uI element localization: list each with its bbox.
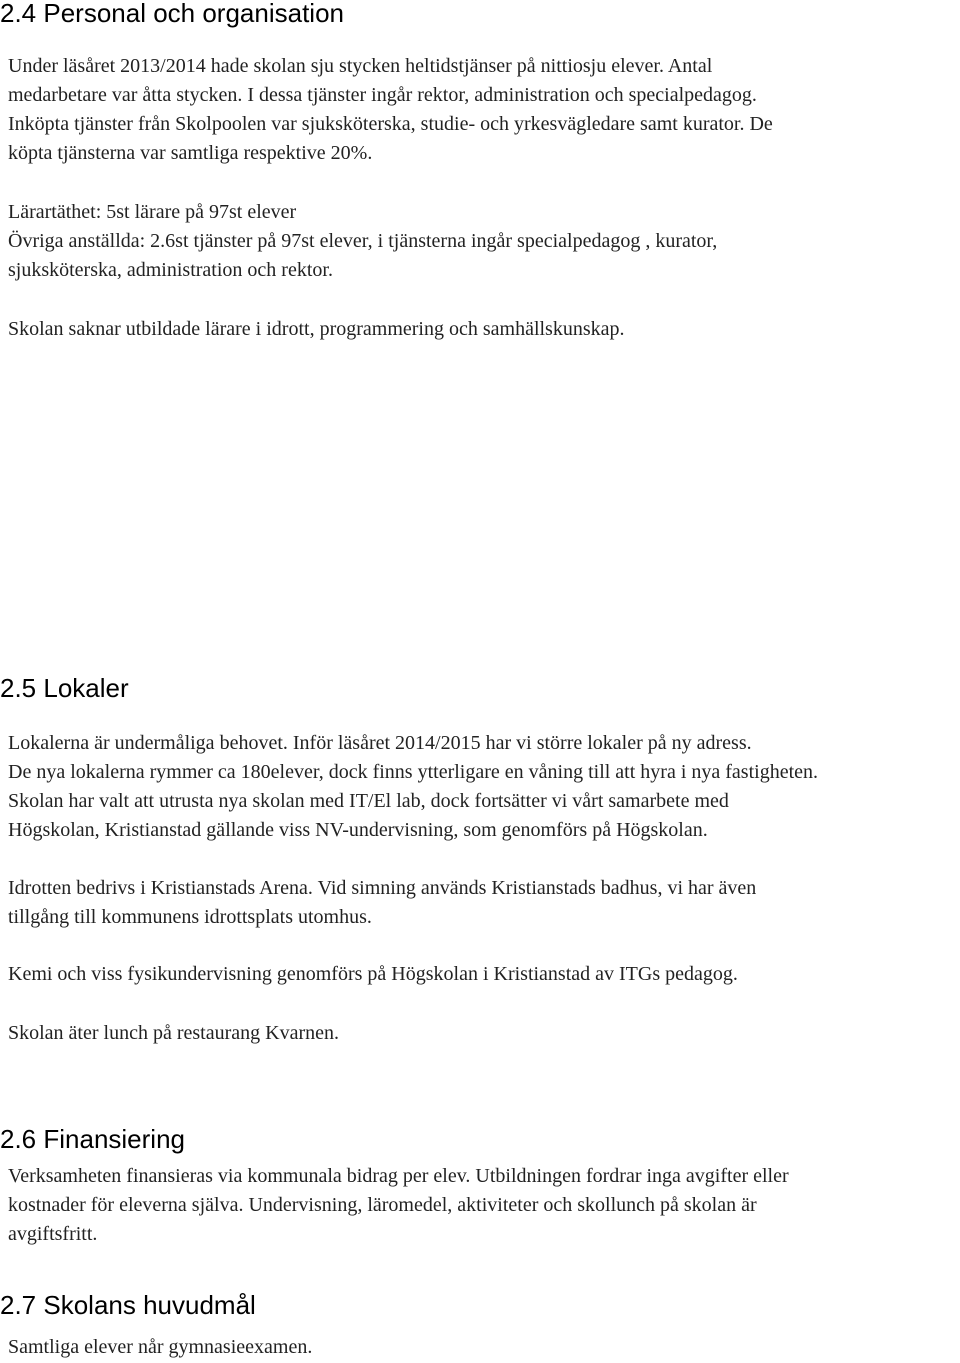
text-line: Lärartäthet: 5st lärare på 97st elever — [8, 201, 297, 223]
text-line: sjuksköterska, administration och rektor. — [8, 259, 333, 281]
text-line: De nya lokalerna rymmer ca 180elever, dock finns ytterligare en våning till att hyra i nya fastigheten. — [8, 761, 819, 783]
section-heading-personal: 2.4 Personal och organisation — [0, 0, 345, 28]
section-heading-premises: 2.5 Lokaler — [0, 673, 129, 703]
paragraph-lunch — [8, 1019, 339, 1048]
paragraph-missing-teachers — [8, 315, 625, 344]
text-line: Samtliga elever når gymnasieexamen. — [8, 1336, 313, 1358]
text-line: tillgång till kommunens idrottsplats utomhus. — [8, 906, 372, 928]
text-line: Idrotten bedrivs i Kristianstads Arena. Vid simning används Kristianstads badhus, vi har även — [8, 877, 757, 899]
text-line: kostnader för eleverna själva. Undervisning, läromedel, aktiviteter och skollunch på skolan är — [8, 1194, 757, 1216]
text-line: Övriga anställda: 2.6st tjänster på 97st elever, i tjänsterna ingår specialpedagog , kurator, — [8, 230, 718, 252]
section-heading-financing: 2.6 Finansiering — [0, 1124, 185, 1154]
paragraph-main-goal — [8, 1333, 312, 1362]
text-line: Skolan har valt att utrusta nya skolan med IT/El lab, dock fortsätter vi vårt samarbete med — [8, 790, 729, 812]
text-line: Lokalerna är undermåliga behovet. Inför läsåret 2014/2015 har vi större lokaler på ny adress. — [8, 732, 752, 754]
text-line: köpta tjänsterna var samtliga respektive 20%. — [8, 142, 373, 164]
text-line: avgiftsfritt. — [8, 1223, 98, 1245]
paragraph-premises — [8, 729, 818, 845]
paragraph-financing — [8, 1162, 789, 1249]
text-line: Kemi och viss fysikundervisning genomförs på Högskolan i Kristianstad av ITGs pedagog. — [8, 963, 738, 985]
paragraph-staffing — [8, 52, 773, 168]
section-heading-main-goal: 2.7 Skolans huvudmål — [0, 1290, 256, 1320]
text-line: Under läsåret 2013/2014 hade skolan sju stycken heltidstjänser på nittiosju elever. Antal — [8, 55, 713, 77]
text-line: Skolan äter lunch på restaurang Kvarnen. — [8, 1022, 339, 1044]
paragraph-teacher-density — [8, 198, 717, 285]
text-line: Inköpta tjänster från Skolpoolen var sjuksköterska, studie- och yrkesvägledare samt kurator. De — [8, 113, 773, 135]
paragraph-chemistry — [8, 960, 738, 989]
text-line: Högskolan, Kristianstad gällande viss NV-undervisning, som genomförs på Högskolan. — [8, 819, 708, 841]
text-line: medarbetare var åtta stycken. I dessa tjänster ingår rektor, administration och specialpedagog. — [8, 84, 757, 106]
text-line: Verksamheten finansieras via kommunala bidrag per elev. Utbildningen fordrar inga avgifter eller — [8, 1165, 789, 1187]
paragraph-sports — [8, 874, 756, 932]
text-line: Skolan saknar utbildade lärare i idrott, programmering och samhällskunskap. — [8, 318, 625, 340]
